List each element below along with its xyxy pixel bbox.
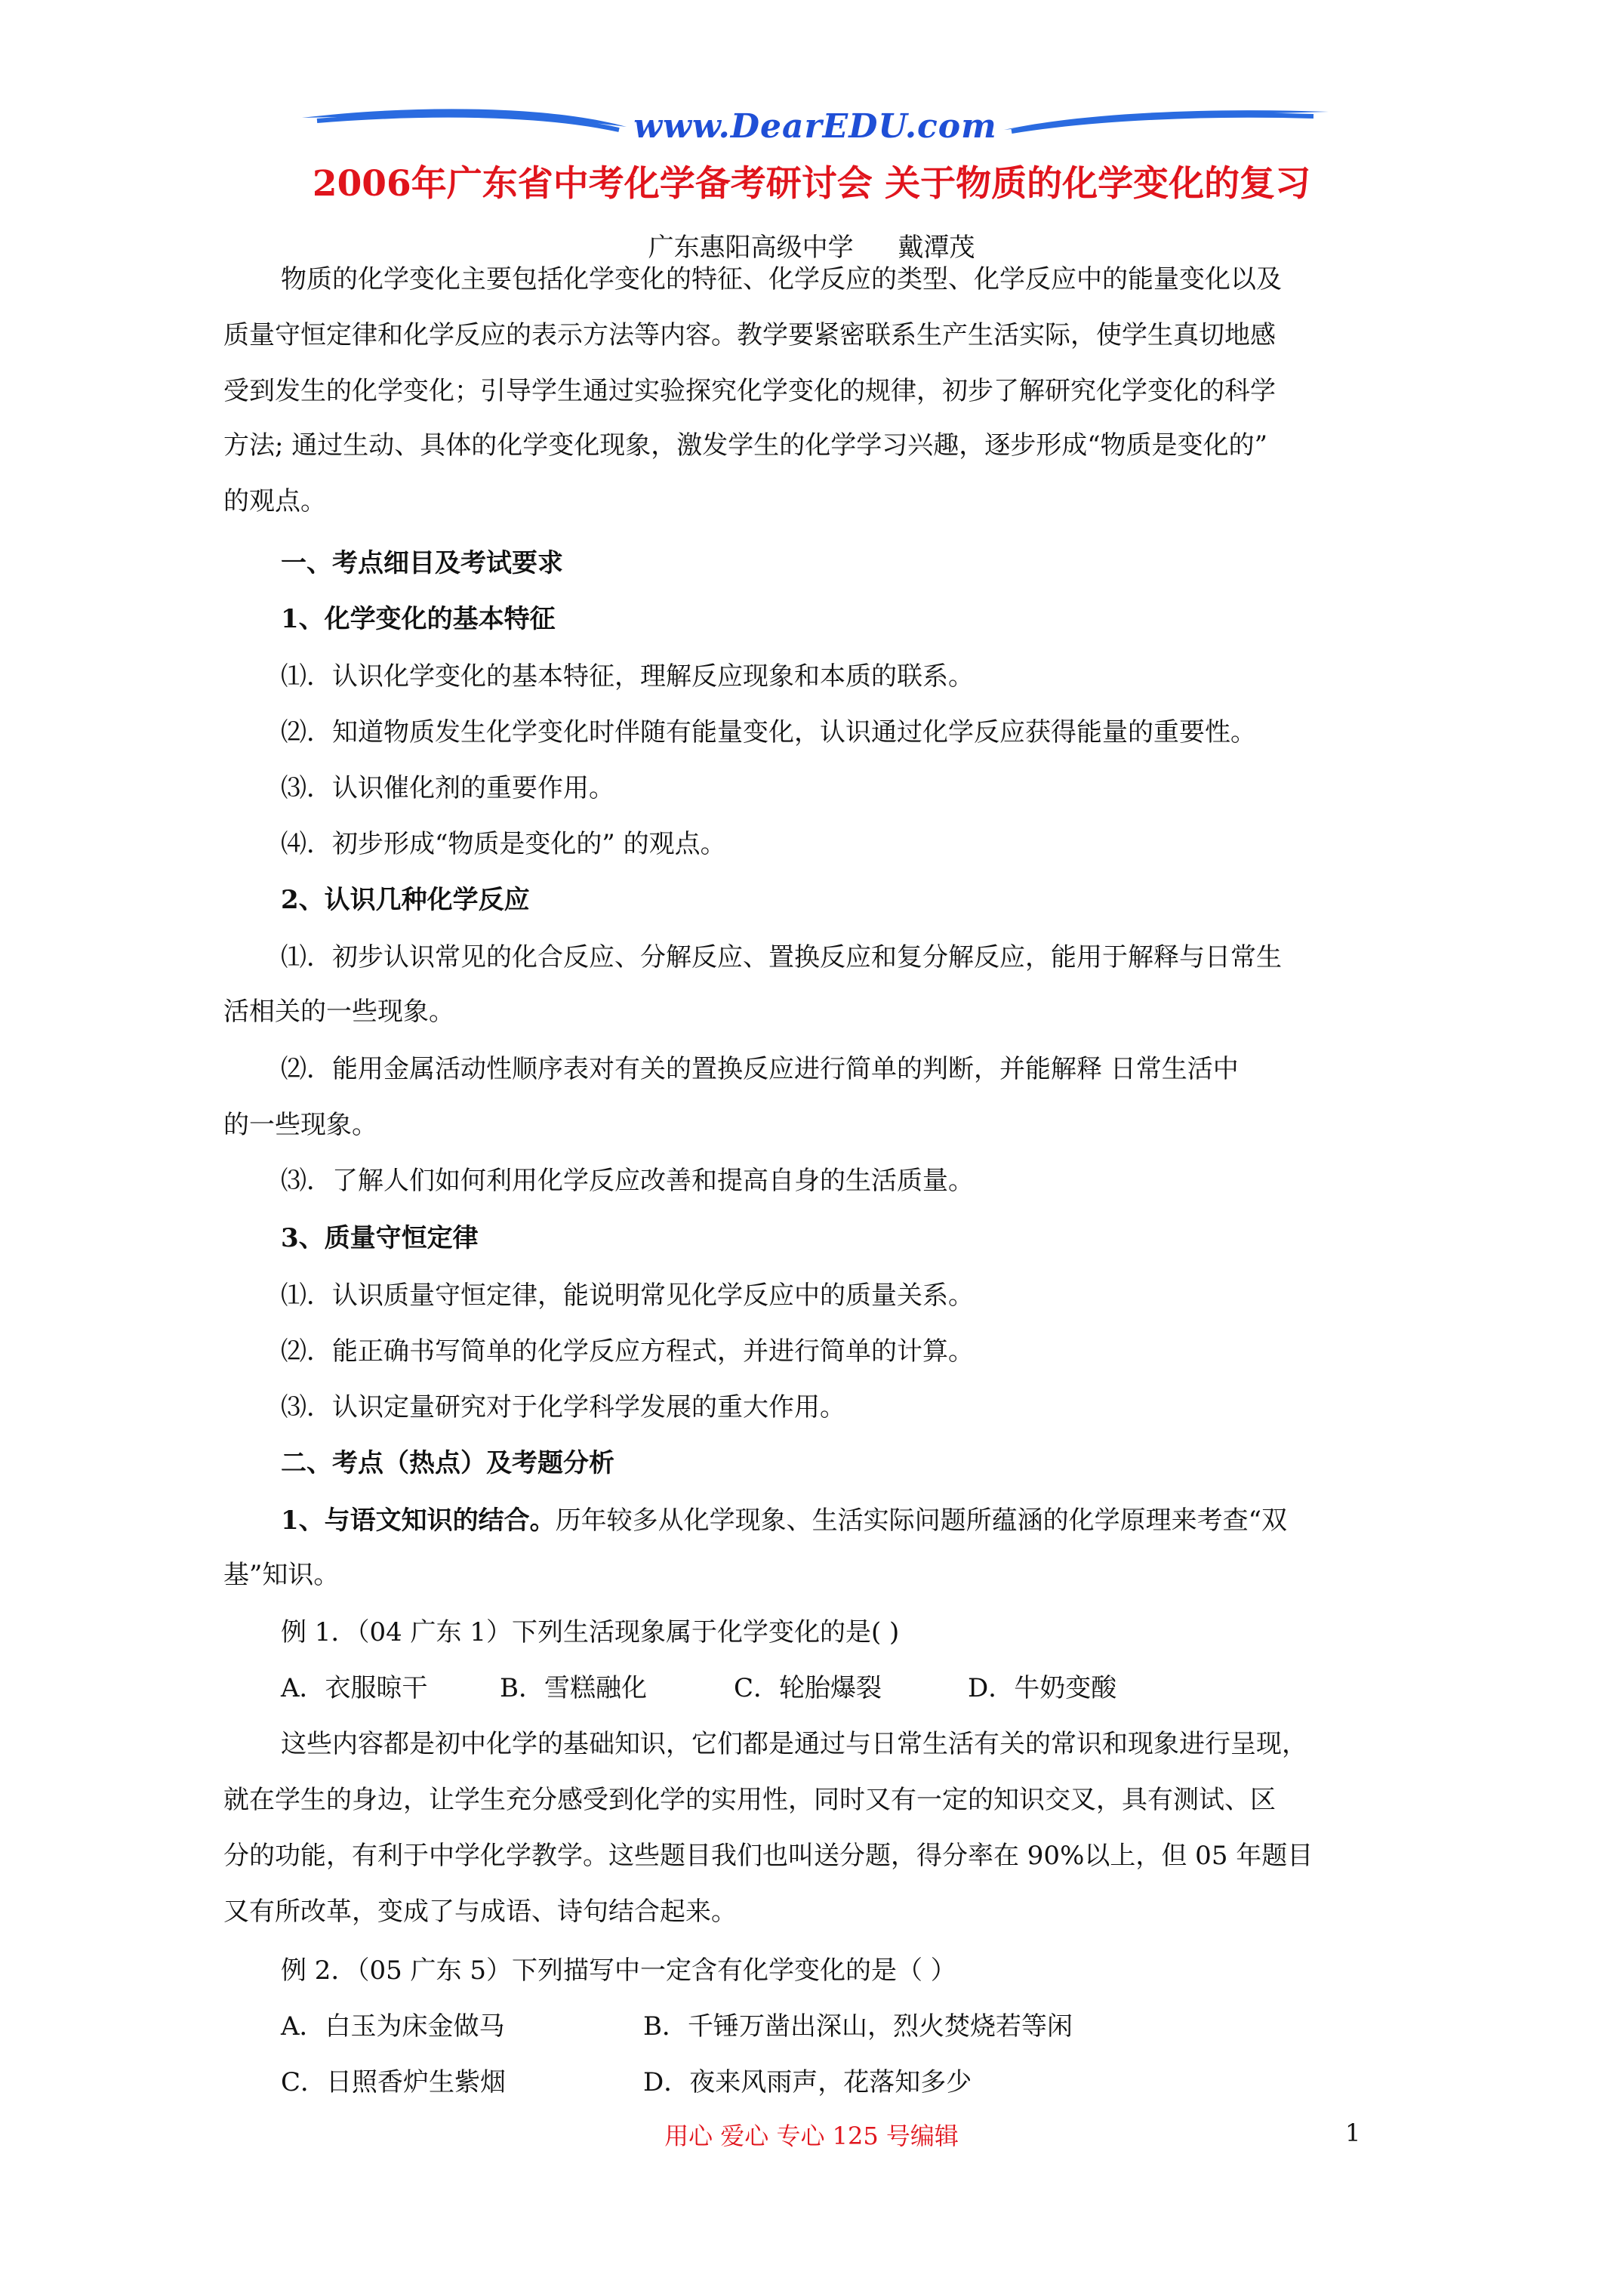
list-item: ⑴．认识质量守恒定律，能说明常见化学反应中的质量关系。: [281, 1281, 974, 1311]
list-item: ⑷．初步形成“物质是变化的” 的观点。: [281, 829, 726, 859]
analysis-line: 分的功能，有利于中学化学教学。这些题目我们也叫送分题，得分率在 90%以上，但 05 年题目: [223, 1841, 1313, 1871]
point-title: 1、与语文知识的结合。: [281, 1505, 556, 1536]
point-line: 基”知识。: [223, 1560, 340, 1590]
list-item: ⑵．能正确书写简单的化学反应方程式，并进行简单的计算。: [281, 1336, 974, 1367]
list-item: ⑶．了解人们如何利用化学反应改善和提高自身的生活质量。: [281, 1166, 974, 1196]
document-title: 2006年广东省中考化学备考研讨会 关于物质的化学变化的复习: [312, 163, 1311, 205]
author-line: [0, 227, 1623, 264]
author-name: 戴潭茂: [898, 233, 975, 263]
list-item: ⑶．认识催化剂的重要作用。: [281, 773, 614, 803]
author-school: 广东惠阳高级中学: [648, 233, 854, 263]
option: A．衣服晾干: [281, 1673, 428, 1703]
option: D．牛奶变酸: [968, 1673, 1117, 1703]
analysis-line: 又有所改革，变成了与成语、诗句结合起来。: [223, 1897, 737, 1927]
point-line: [281, 1505, 1287, 1536]
list-item: ⑵．能用金属活动性顺序表对有关的置换反应进行简单的判断，并能解释 日常生活中: [281, 1054, 1239, 1084]
list-item: ⑶．认识定量研究对于化学科学发展的重大作用。: [281, 1392, 845, 1422]
subsection-heading: 1、化学变化的基本特征: [281, 604, 556, 634]
page-footer: 用心 爱心 专心 125 号编辑: [664, 2122, 959, 2150]
analysis-line: 这些内容都是初中化学的基础知识，它们都是通过与日常生活有关的常识和现象进行呈现，: [281, 1729, 1307, 1759]
example-options: [281, 2067, 972, 2097]
list-item: 活相关的一些现象。: [223, 997, 454, 1027]
option: A．白玉为床金做马: [281, 2011, 505, 2042]
example-stem: 例 2．（05 广东 5）下列描写中一定含有化学变化的是（ ）: [281, 1955, 956, 1986]
example-options: [281, 1673, 1116, 1703]
list-item: ⑴．认识化学变化的基本特征，理解反应现象和本质的联系。: [281, 661, 974, 692]
option: B．千锤万凿出深山，烈火焚烧若等闲: [643, 2011, 1073, 2042]
intro-line: 物质的化学变化主要包括化学变化的特征、化学反应的类型、化学反应中的能量变化以及: [281, 264, 1282, 294]
example-stem: 例 1．（04 广东 1）下列生活现象属于化学变化的是( ): [281, 1617, 900, 1647]
section-heading: 二、考点（热点）及考题分析: [281, 1448, 614, 1478]
option: C．轮胎爆裂: [734, 1673, 882, 1703]
section-heading: 一、考点细目及考试要求: [281, 548, 563, 578]
point-text: 历年较多从化学现象、生活实际问题所蕴涵的化学原理来考查“双: [555, 1505, 1288, 1536]
intro-line: 受到发生的化学变化；引导学生通过实验探究化学变化的规律，初步了解研究化学变化的科学: [223, 376, 1276, 406]
option: C．日照香炉生紫烟: [281, 2067, 507, 2097]
intro-line: 质量守恒定律和化学反应的表示方法等内容。教学要紧密联系生产生活实际，使学生真切地感: [223, 320, 1276, 350]
subsection-heading: 3、质量守恒定律: [281, 1223, 479, 1253]
option: D．夜来风雨声，花落知多少: [643, 2067, 972, 2097]
subsection-heading: 2、认识几种化学反应: [281, 885, 530, 915]
list-item: ⑵．知道物质发生化学变化时伴随有能量变化，认识通过化学反应获得能量的重要性。: [281, 717, 1256, 747]
intro-line: 的观点。: [223, 486, 326, 516]
site-url[interactable]: www.DearEDU.com: [633, 107, 997, 146]
list-item: ⑴．初步认识常见的化合反应、分解反应、置换反应和复分解反应，能用于解释与日常生: [281, 942, 1282, 972]
list-item: 的一些现象。: [223, 1110, 377, 1140]
option: B．雪糕融化: [500, 1673, 647, 1703]
page-number: 1: [1345, 2119, 1361, 2147]
analysis-line: 就在学生的身边，让学生充分感受到化学的实用性，同时又有一定的知识交叉，具有测试、区: [223, 1785, 1276, 1815]
example-options: [281, 2011, 1073, 2042]
intro-line: 方法; 通过生动、具体的化学变化现象，激发学生的化学学习兴趣，逐步形成“物质是变化的”: [223, 430, 1268, 461]
site-banner: [302, 97, 1329, 157]
